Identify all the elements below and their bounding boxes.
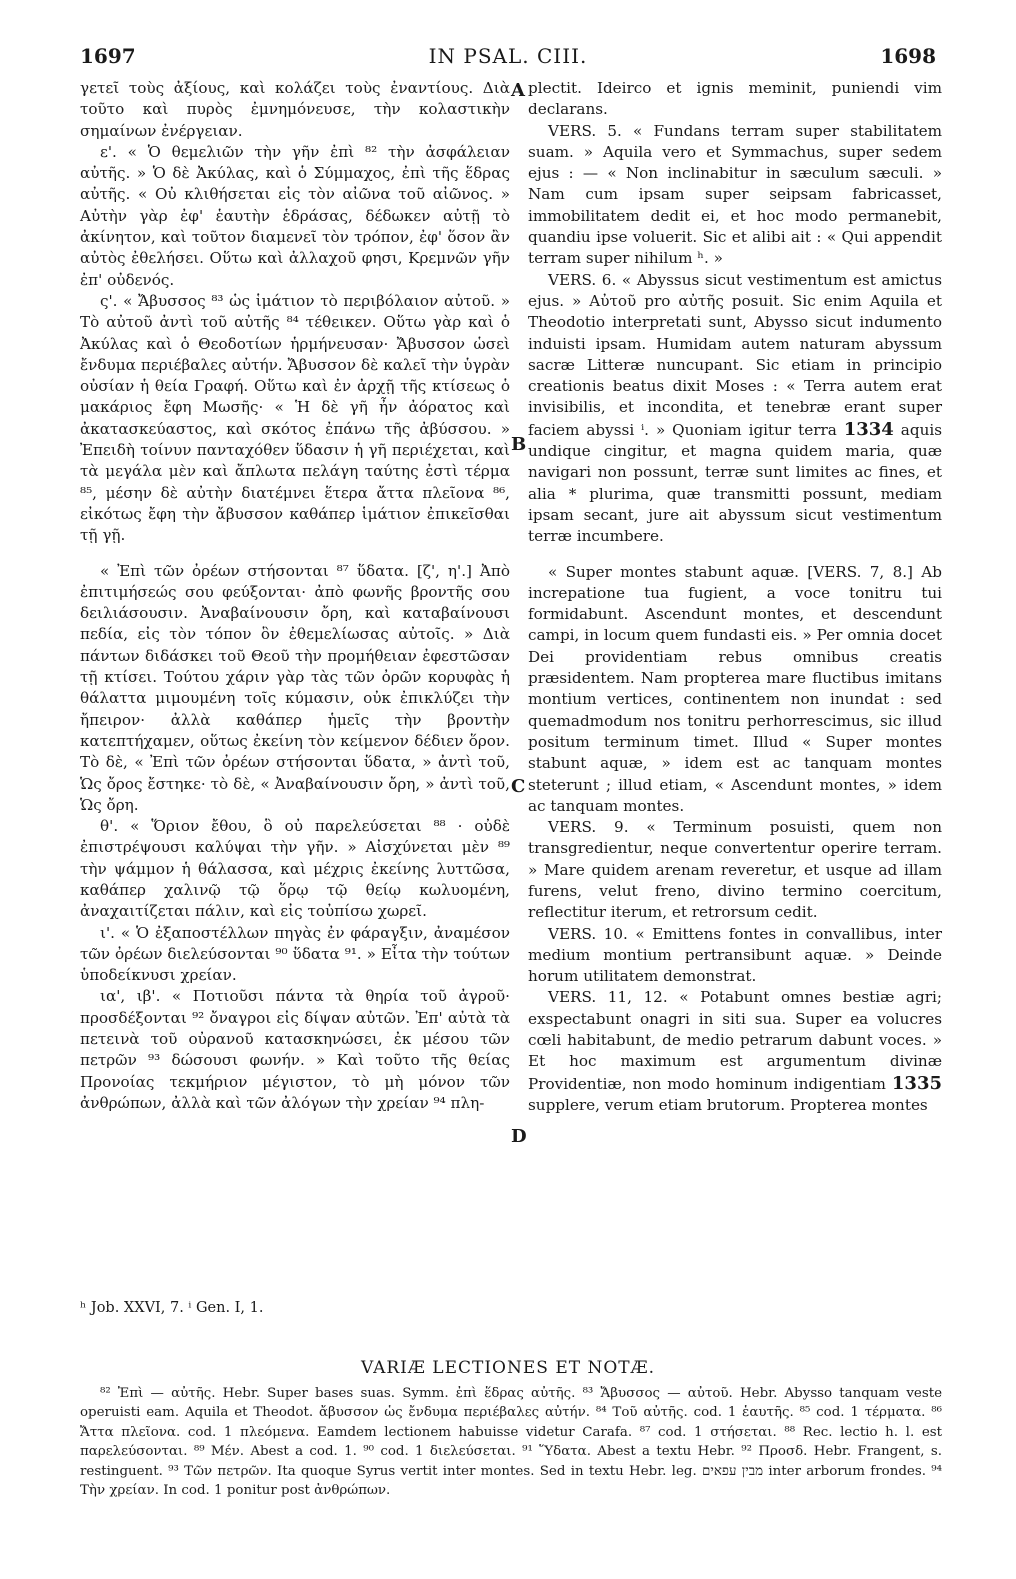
greek-paragraph: ε'. « Ὁ θεμελιῶν τὴν γῆν ἐπὶ ⁸² τὴν ἀσφάλειαν αὐτῆς. » Ὁ δὲ Ἀκύλας, καὶ ὁ Σύμμαχος, ἐπὶ τῆς ἕδρας αὐτῆς. « Οὐ κλιθήσεται εἰς τὸν αἰῶνα τοῦ αἰῶνος. » Αὐτὴν γὰρ ἐφ' ἑαυτὴν ἑδράσας, δέδωκεν αὐτῇ τὸ ἀκίνητον, καὶ τοῦτον διαμενεῖ τὸν τρόπον, ἐφ' ὅσον ἂν αὐτὸς ἐθελήσει. Οὕτω καὶ ἀλλαχοῦ φησι, Κρεμνῶν γῆν ἐπ' οὐδενός. (80, 142, 510, 289)
column-number: 1334 (843, 418, 894, 440)
latin-text: VERS. 6. « Abyssus sicut vestimentum est amictus ejus. » Αὐτοῦ pro αὐτῆς posuit. Sic enim Aquila et Theodotio interpretati sunt, Abysso sicut indumento induisti ipsam. Humidam autem naturam abyssum sacræ Litteræ nuncupant. Sic etiam in principio creationis beatus dixit Moses : « Terra autem erat invisibilis, et incondita, et tenebræ erant super faciem abyssi ⁱ. » Quoniam igitur terra (528, 270, 942, 439)
greek-paragraph: θ'. « Ὅριον ἔθου, ὃ οὐ παρελεύσεται ⁸⁸ · οὐδὲ ἐπιστρέψουσι καλύψαι τὴν γῆν. » Αἰσχύνεται μὲν ⁸⁹ τὴν ψάμμον ἡ θάλασσα, καὶ μέχρις ἐκείνης λυττῶσα, καθάπερ χαλινῷ τῷ ὅρῳ τῷ θείῳ κωλυομένη, ἀναχαιτίζεται πάλιν, καὶ εἰς τοὐπίσω χωρεῖ. (80, 817, 510, 921)
latin-paragraph: plectit. Ideirco et ignis meminit, puniendi vim declarans. (528, 79, 942, 119)
latin-paragraph (528, 270, 942, 548)
variant-notes (80, 1384, 942, 1500)
page-number-right: 1698 (880, 44, 936, 68)
latin-text: aquis undique cingitur, et magna quidem maria, quæ navigari non possunt, terræ sunt limites ac fines, et alia * plurima, quæ transmitti possunt, mediam ipsam secant, jure ait abyssum sicut vestimentum terræ incumbere. (528, 420, 943, 546)
latin-paragraph: VERS. 5. « Fundans terram super stabilitatem suam. » Aquila vero et Symmachus, super sedem ejus : — « Non inclinabitur in sæculum sæculi. » Nam cum ipsam super seipsam fabricasset, immobilitatem dedit ei, et hoc modo permanebit, quandiu ipse voluerit. Sic et alibi ait : « Qui appendit terram super nihilum ʰ. » (528, 121, 942, 268)
greek-paragraph: ς'. « Ἄβυσσος ⁸³ ὡς ἱμάτιον τὸ περιβόλαιον αὐτοῦ. » Τὸ αὐτοῦ ἀντὶ τοῦ αὐτῆς ⁸⁴ τέθεικεν. Οὕτω γὰρ καὶ ὁ Ἀκύλας καὶ ὁ Θεοδοτίων ἡρμήνευσαν· Ἄβυσσον ὡσεὶ ἔνδυμα περιέβαλες αὐτήν. Ἄβυσσον δὲ καλεῖ τὴν ὑγρὰν οὐσίαν ἡ θεία Γραφή. Οὕτω καὶ ἐν ἀρχῇ τῆς κτίσεως ὁ μακάριος ἔφη Μωσῆς· « Ἡ δὲ γῆ ἦν ἀόρατος καὶ ἀκατασκεύαστος, καὶ σκότος ἐπάνω τῆς ἀβύσσου. » Ἐπειδὴ τοίνυν πανταχόθεν ὕδασιν ἡ γῆ περιέχεται, καὶ τὰ μεγάλα μὲν καὶ ἄπλωτα πελάγη ταύτης ἐστὶ τέρμα ⁸⁵, μέσην δὲ αὐτὴν διατέμνει ἕτερα ἄττα πλεῖονα ⁸⁶, εἰκότως ἔφη τὴν ἄβυσσον καθάπερ ἱμάτιον ἐπικεῖσθαι τῇ γῇ. (80, 291, 510, 545)
latin-paragraph (528, 987, 942, 1116)
greek-paragraph: ια', ιβ'. « Ποτιοῦσι πάντα τὰ θηρία τοῦ ἀγροῦ· προσδέξονται ⁹² ὄναγροι εἰς δίψαν αὐτῶν. Ἐπ' αὐτὰ τὰ πετεινὰ τοῦ οὐρανοῦ κατασκηνώσει, ἐκ μέσου τῶν πετρῶν ⁹³ δώσουσι φωνήν. » Καὶ τοῦτο τῆς θείας Προνοίας τεκμήριον μέγιστον, τὸ μὴ μόνον τῶν ἀνθρώπων, ἀλλὰ καὶ τῶν ἀλόγων τὴν χρείαν ⁹⁴ πλη- (80, 987, 510, 1112)
latin-column (528, 78, 942, 1116)
greek-paragraph: γετεῖ τοὺς ἀξίους, καὶ κολάζει τοὺς ἐναντίους. Διὰ τοῦτο καὶ πυρὸς ἐμνημόνευσε, τὴν κολαστικὴν σημαίνων ἐνέργειαν. (80, 79, 510, 140)
latin-text: VERS. 11, 12. « Potabunt omnes bestiæ agri; exspectabunt onagri in siti sua. Super ea volucres cœli habitabunt, de medio petrarum dabunt voces. » Et hoc maximum est argumentum divinæ Providentiæ, non modo hominum indigentiam (528, 988, 942, 1093)
margin-letter-a: A (511, 80, 525, 101)
margin-letter-c: C (511, 776, 526, 797)
latin-paragraph: « Super montes stabunt aquæ. [VERS. 7, 8.] Ab increpatione tua fugient, a voce tonitru tui formidabunt. Ascendunt montes, et descendunt campi, in locum quem fundasti eis. » Per omnia docet Dei providentiam rebus omnibus creatis præsidentem. Nam propterea mare fluctibus imitans montium vertices, continentem non inundat : sed quemadmodum nos tonitru perhorrescimus, sic illud positum terminum timet. Illud « Super montes stabunt aquæ, » idem est ac tanquam montes steterunt ; illud etiam, « Ascendunt montes, » idem ac tanquam montes. (528, 562, 942, 815)
notes-text: ⁸² Ἐπὶ — αὐτῆς. Hebr. Super bases suas. Symm. ἐπὶ ἕδρας αὐτῆς. ⁸³ Ἄβυσσος — αὐτοῦ. Hebr. Abysso tanquam veste operuisti eam. Aquila et Theodot. ἄβυσσον ὡς ἔνδυμα περιέβαλες αὐτήν. ⁸⁴ Τοῦ αὐτῆς. cod. 1 ἑαυτῆς. ⁸⁵ cod. 1 τέρματα. ⁸⁶ Ἄττα πλεῖονα. cod. 1 πλεόμενα. Eamdem lectionem habuisse videtur Carafa. ⁸⁷ cod. 1 στήσεται. ⁸⁸ Rec. lectio h. l. est παρελεύσονται. ⁸⁹ Μέν. Abest a cod. 1. ⁹⁰ cod. 1 διελεύσεται. ⁹¹ Ὕδατα. Abest a textu Hebr. ⁹² Προσδ. Hebr. Frangent, s. restinguent. ⁹³ Τῶν πετρῶν. Ita quoque Syrus vertit inter montes. Sed in textu Hebr. leg. מבין עפאים inter arborum frondes. ⁹⁴ Τὴν χρείαν. In cod. 1 ponitur post ἀνθρώπων. (80, 1386, 942, 1499)
page-number-left: 1697 (80, 44, 136, 68)
latin-paragraph: VERS. 10. « Emittens fontes in convallibus, inter medium montium pertransibunt aquæ. » Deinde horum utilitatem demonstrat. (528, 924, 942, 986)
footnote: ʰ Job. XXVI, 7. ⁱ Gen. I, 1. (80, 1300, 264, 1316)
notes-title: VARIÆ LECTIONES ET NOTÆ. (360, 1358, 656, 1378)
column-number: 1335 (891, 1072, 942, 1094)
latin-text: supplere, verum etiam brutorum. Propterea montes (528, 1095, 928, 1114)
greek-paragraph: « Ἐπὶ τῶν ὀρέων στήσονται ⁸⁷ ὕδατα. [ζ', η'.] Ἀπὸ ἐπιτιμήσεώς σου φεύξονται· ἀπὸ φωνῆς βροντῆς σου δειλιάσουσιν. Ἀναβαίνουσιν ὄρη, καὶ καταβαίνουσι πεδία, εἰς τὸν τόπον ὃν ἐθεμελίωσας αὐτοῖς. » Διὰ πάντων διδάσκει τοῦ Θεοῦ τὴν προμήθειαν ἐφεστῶσαν τῇ κτίσει. Τούτου χάριν γὰρ τὰς τῶν ὀρῶν κορυφὰς ἡ θάλαττα μιμουμένη τοῖς κύμασιν, οὐκ ἐπικλύζει τὴν ἤπειρον· ἀλλὰ καθάπερ ἡμεῖς τὴν βροντὴν κατεπτήχαμεν, οὕτως ἐκείνη τὸν κείμενον δέδιεν ὅρον. Τὸ δὲ, « Ἐπὶ τῶν ὀρέων στήσονται ὕδατα, » ἀντὶ τοῦ, Ὡς ὄρος ἔστηκε· τὸ δὲ, « Ἀναβαίνουσιν ὄρη, » ἀντὶ τοῦ, Ὡς ὄρη. (80, 561, 510, 814)
running-header (80, 44, 936, 74)
greek-column (80, 78, 510, 1114)
latin-paragraph: VERS. 9. « Terminum posuisti, quem non transgredientur, neque convertentur operire terram. » Mare quidem arenam reveretur, et usque ad illam furens, velut freno, divino termino coercitum, reflectitur iterum, et retrorsum cedit. (528, 818, 942, 922)
margin-letter-b: B (511, 434, 527, 455)
running-title: IN PSAL. CIII. (428, 44, 588, 68)
greek-paragraph: ι'. « Ὁ ἐξαποστέλλων πηγὰς ἐν φάραγξιν, ἀναμέσον τῶν ὀρέων διελεύσονται ⁹⁰ ὕδατα ⁹¹. » Εἶτα τὴν τούτων ὑποδείκνυσι χρείαν. (80, 923, 510, 985)
margin-letter-d: D (511, 1126, 527, 1147)
